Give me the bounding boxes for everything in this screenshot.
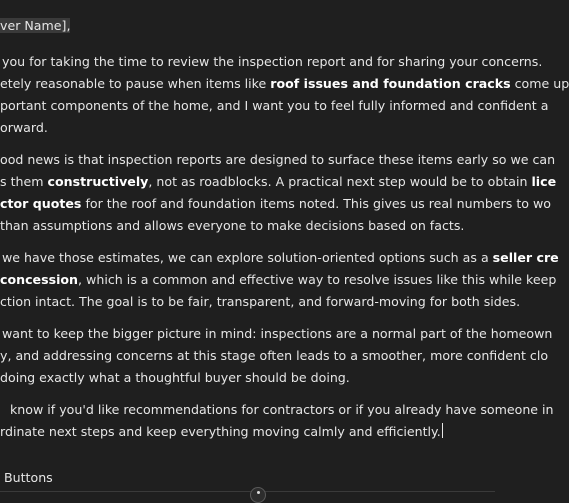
paragraph-2-line-1: ood news is that inspection reports are designed to surface these items early so we can <box>0 152 556 167</box>
divider <box>0 491 495 492</box>
text-run: , not as roadblocks. A practical next step would be to obtain <box>148 174 532 189</box>
paragraph-1-line-3: portant components of the home, and I want you to feel fully informed and confident a <box>0 98 549 113</box>
greeting-text: ver Name], <box>0 18 71 33</box>
text-run: , which is a common and effective way to resolve issues like this while keep <box>78 272 557 287</box>
text-run: for the roof and foundation items noted. This gives us real numbers to wo <box>81 196 551 211</box>
bold-run: constructively <box>47 174 149 189</box>
text-cursor <box>442 423 443 438</box>
bold-run: lice <box>531 174 557 189</box>
text-run: s them <box>0 174 48 189</box>
greeting-line <box>0 15 70 37</box>
text-run: come up <box>510 76 569 91</box>
text-run: etely reasonable to pause when items like <box>0 76 271 91</box>
section-label: Buttons <box>4 470 53 485</box>
paragraph-3-line-2 <box>0 269 556 291</box>
paragraph-3-line-3: ction intact. The goal is to be fair, transparent, and forward-moving for both sides. <box>0 294 521 309</box>
paragraph-2-line-4: than assumptions and allows everyone to make decisions based on facts. <box>0 218 465 233</box>
paragraph-4-line-3: doing exactly what a thoughtful buyer should be doing. <box>0 370 350 385</box>
bold-run: ctor quotes <box>0 196 82 211</box>
paragraph-5-line-2 <box>0 421 443 443</box>
paragraph-2-line-3 <box>0 193 551 215</box>
text-run: we have those estimates, we can explore solution-oriented options such as a <box>2 250 493 265</box>
bold-run: seller cre <box>492 250 559 265</box>
scroll-down-button[interactable] <box>250 487 266 503</box>
paragraph-3-line-1 <box>2 247 559 269</box>
scroll-down-icon <box>257 491 260 494</box>
bold-run: roof issues and foundation cracks <box>270 76 511 91</box>
paragraph-1-line-1: you for taking the time to review the inspection report and for sharing your concerns. <box>2 54 543 69</box>
paragraph-1-line-4: orward. <box>0 120 48 135</box>
text-run: rdinate next steps and keep everything moving calmly and efficiently. <box>0 424 441 439</box>
paragraph-4-line-2: y, and addressing concerns at this stage often leads to a smoother, more confident clo <box>0 348 549 363</box>
paragraph-4-line-1: want to keep the bigger picture in mind: inspections are a normal part of the homeown <box>2 326 553 341</box>
bold-run: concession <box>0 272 79 287</box>
paragraph-5-line-1: know if you'd like recommendations for contractors or if you already have someone in <box>10 402 554 417</box>
paragraph-2-line-2 <box>0 171 556 193</box>
paragraph-1-line-2 <box>0 73 569 95</box>
